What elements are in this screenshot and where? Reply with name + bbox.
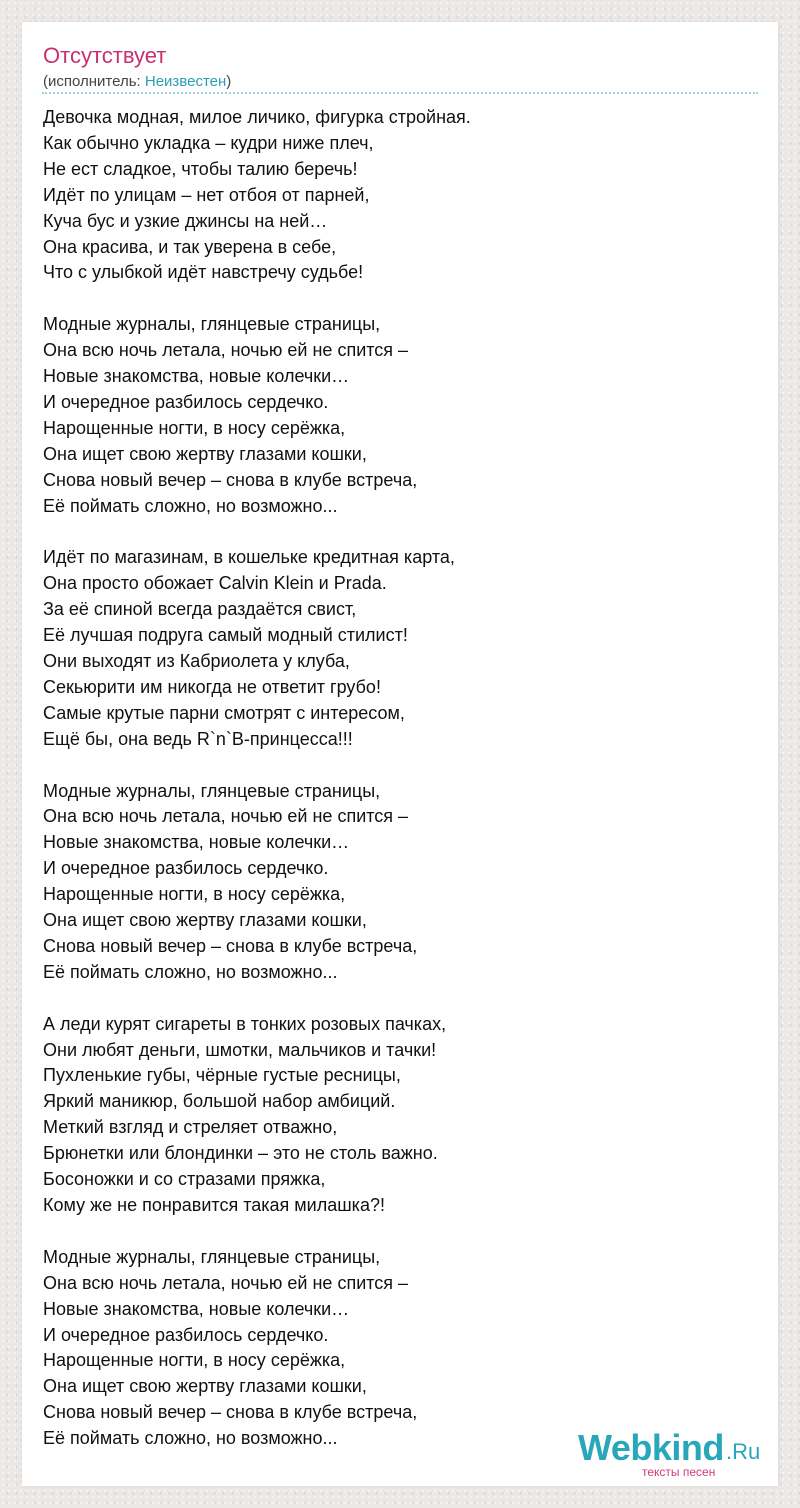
lyric-line: Нарощенные ногти, в носу серёжка, <box>43 417 346 438</box>
lyrics-stanza <box>43 105 753 286</box>
lyric-line: Модные журналы, глянцевые страницы, <box>43 1246 381 1267</box>
lyric-line: Нарощенные ногти, в носу серёжка, <box>43 1350 346 1371</box>
lyric-line: Нарощенные ногти, в носу серёжка, <box>43 884 346 905</box>
lyric-line: Её поймать сложно, но возможно... <box>43 495 338 516</box>
lyric-line: Ещё бы, она ведь R`n`B-принцесса!!! <box>43 728 353 749</box>
webkind-logo[interactable] <box>578 1428 770 1480</box>
lyric-line: За её спиной всегда раздаётся свист, <box>43 599 357 620</box>
lyric-line: Её поймать сложно, но возможно... <box>43 961 338 982</box>
lyric-line: Новые знакомства, новые колечки… <box>43 366 350 387</box>
lyric-line: Яркий маникюр, большой набор амбиций. <box>43 1091 396 1112</box>
lyric-line: Снова новый вечер – снова в клубе встреча, <box>43 935 418 956</box>
lyrics-stanza <box>43 1245 753 1452</box>
lyric-line: Девочка модная, милое личико, фигурка стройная. <box>43 107 471 127</box>
lyric-line: Как обычно укладка – кудри ниже плеч, <box>43 132 374 153</box>
lyric-line: Она всю ночь летала, ночью ей не спится – <box>43 1272 409 1293</box>
lyric-line: Что с улыбкой идёт навстречу судьбе! <box>43 262 364 283</box>
artist-line <box>43 72 231 92</box>
artist-suffix: ) <box>226 73 232 90</box>
artist-link[interactable]: Неизвестен <box>144 73 227 90</box>
lyric-line: Модные журналы, глянцевые страницы, <box>43 780 381 801</box>
lyric-line: Модные журналы, глянцевые страницы, <box>43 314 381 335</box>
lyric-line: Босоножки и со стразами пряжка, <box>43 1169 326 1190</box>
lyric-line: Её лучшая подруга самый модный стилист! <box>43 625 408 646</box>
lyric-line: И очередное разбилось сердечко. <box>43 391 329 412</box>
lyrics-stanza <box>43 779 753 986</box>
lyric-line: Пухленькие губы, чёрные густые ресницы, <box>43 1065 401 1086</box>
lyrics-stanza <box>43 545 753 752</box>
title-divider <box>42 92 758 94</box>
lyric-line: Секьюрити им никогда не ответит грубо! <box>43 676 381 697</box>
lyric-line: Самые крутые парни смотрят с интересом, <box>43 702 405 723</box>
lyric-line: И очередное разбилось сердечко. <box>43 1324 329 1345</box>
lyric-line: Кому же не понравится такая милашка?! <box>43 1195 385 1215</box>
lyric-line: Брюнетки или блондинки – это не столь важно. <box>43 1143 438 1164</box>
lyric-line: Снова новый вечер – снова в клубе встреча, <box>43 469 418 490</box>
lyric-line: Снова новый вечер – снова в клубе встреча, <box>43 1402 418 1423</box>
lyric-line: Она просто обожает Calvin Klein и Prada. <box>43 573 387 594</box>
lyric-line: Она всю ночь летала, ночью ей не спится – <box>43 806 409 827</box>
lyric-line: Она красива, и так уверена в себе, <box>43 236 337 257</box>
lyric-line: Меткий взгляд и стреляет отважно, <box>43 1117 338 1138</box>
lyric-line: Новые знакомства, новые колечки… <box>43 832 350 853</box>
lyric-line: Она всю ночь летала, ночью ей не спится – <box>43 340 409 361</box>
lyrics-text <box>43 105 753 1478</box>
lyric-line: Она ищет свою жертву глазами кошки, <box>43 910 367 931</box>
lyrics-stanza <box>43 1012 753 1219</box>
artist-prefix: (исполнитель: <box>43 73 145 90</box>
lyric-line: Она ищет свою жертву глазами кошки, <box>43 1376 367 1397</box>
lyrics-stanza <box>43 312 753 519</box>
lyric-line: Новые знакомства, новые колечки… <box>43 1298 350 1319</box>
logo-tagline: тексты песен <box>642 1465 716 1479</box>
lyrics-card <box>22 22 778 1486</box>
logo-wordmark: Webkind <box>578 1427 724 1468</box>
lyric-line: Идёт по магазинам, в кошельке кредитная карта, <box>43 547 455 568</box>
lyric-line: И очередное разбилось сердечко. <box>43 858 329 879</box>
lyric-line: Они любят деньги, шмотки, мальчиков и тачки! <box>43 1039 437 1060</box>
lyric-line: Они выходят из Кабриолета у клуба, <box>43 651 350 671</box>
logo-domain: .Ru <box>726 1439 761 1464</box>
lyric-line: Куча бус и узкие джинсы на ней… <box>43 210 328 231</box>
song-title: Отсутствует <box>43 43 167 68</box>
lyric-line: А леди курят сигареты в тонких розовых пачках, <box>43 1013 447 1034</box>
lyric-line: Она ищет свою жертву глазами кошки, <box>43 443 367 464</box>
lyric-line: Её поймать сложно, но возможно... <box>43 1428 338 1449</box>
lyric-line: Идёт по улицам – нет отбоя от парней, <box>43 184 370 205</box>
lyric-line: Не ест сладкое, чтобы талию беречь! <box>43 158 358 179</box>
